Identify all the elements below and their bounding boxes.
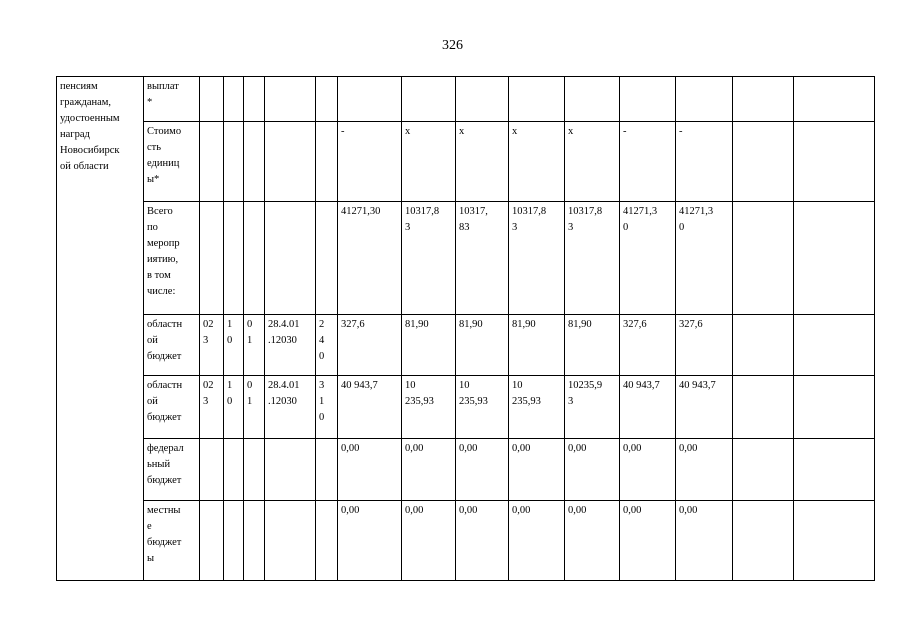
table-cell: - [338,122,402,202]
table-cell [244,122,265,202]
table-cell: 40 943,7 [676,376,733,439]
table-cell: 3 1 0 [316,376,338,439]
table-cell: 2 4 0 [316,315,338,376]
table-cell: 327,6 [338,315,402,376]
table-cell: х [565,122,620,202]
table-cell: 0,00 [676,501,733,581]
table-cell [316,202,338,315]
table-cell: 10317,8 3 [565,202,620,315]
table-cell: 0 1 [244,376,265,439]
table-cell: - [676,122,733,202]
table-cell: выплат * [144,77,200,122]
table-cell [244,202,265,315]
table-cell: 0,00 [456,439,509,501]
table-cell [733,77,794,122]
table-cell [620,77,676,122]
table-cell [794,376,875,439]
table-cell [265,439,316,501]
table-cell [265,202,316,315]
table-cell: 0,00 [620,501,676,581]
table-cell [794,122,875,202]
table-cell: 0,00 [620,439,676,501]
table-cell: Стоимо сть единиц ы* [144,122,200,202]
table-cell [224,122,244,202]
table-cell [456,77,509,122]
table-cell: 40 943,7 [338,376,402,439]
table-cell: федерал ьный бюджет [144,439,200,501]
table-cell [794,315,875,376]
table-cell [244,501,265,581]
table-cell: 10317,8 3 [402,202,456,315]
table-cell: 28.4.01 .12030 [265,376,316,439]
table-cell [794,501,875,581]
table-cell: х [402,122,456,202]
table-cell: областн ой бюджет [144,376,200,439]
table-cell [200,439,224,501]
table-cell [316,501,338,581]
table-cell [316,439,338,501]
table-cell: 0,00 [338,439,402,501]
table-cell: 02 3 [200,315,224,376]
table-cell: местны е бюджет ы [144,501,200,581]
table-cell: 0,00 [456,501,509,581]
table-cell: 81,90 [456,315,509,376]
table-cell: 10 235,93 [402,376,456,439]
table-cell [733,376,794,439]
table-cell [338,77,402,122]
table-cell [316,77,338,122]
table-cell [676,77,733,122]
table-cell [733,202,794,315]
table-cell: 10235,9 3 [565,376,620,439]
table-cell: 327,6 [620,315,676,376]
table-cell [224,439,244,501]
page-number: 326 [442,38,463,53]
table-cell: 28.4.01 .12030 [265,315,316,376]
table-cell: 0 1 [244,315,265,376]
table-cell: 81,90 [402,315,456,376]
table-cell: 10317, 83 [456,202,509,315]
activity-name-cell: пенсиям гражданам, удостоенным наград Новосибирск ой области [57,77,144,581]
table-cell [733,439,794,501]
table-cell [316,122,338,202]
table-cell [794,77,875,122]
table-cell: 0,00 [509,439,565,501]
table-cell: х [456,122,509,202]
table-cell: 0,00 [565,439,620,501]
table-cell: 10 235,93 [456,376,509,439]
table-cell [200,501,224,581]
table-cell: 327,6 [676,315,733,376]
table-cell: 0,00 [676,439,733,501]
table-cell: 10317,8 3 [509,202,565,315]
table-cell [244,439,265,501]
table-cell: 0,00 [338,501,402,581]
table-cell: 1 0 [224,315,244,376]
table-cell [200,122,224,202]
table-cell [733,501,794,581]
table-cell: х [509,122,565,202]
table-cell [565,77,620,122]
table-cell [224,77,244,122]
table-cell: 0,00 [402,501,456,581]
table-cell: - [620,122,676,202]
table-cell [794,439,875,501]
table-cell [200,77,224,122]
table-cell: Всего по меропр иятию, в том числе: [144,202,200,315]
table-cell: 41271,3 0 [620,202,676,315]
table-cell [200,202,224,315]
table-cell [265,501,316,581]
table-cell [265,77,316,122]
table-cell [224,501,244,581]
table-cell [244,77,265,122]
table-cell [733,122,794,202]
table-cell [509,77,565,122]
table-cell: областн ой бюджет [144,315,200,376]
table-cell [733,315,794,376]
table-cell [265,122,316,202]
table-cell: 0,00 [509,501,565,581]
table-cell [402,77,456,122]
table-cell: 81,90 [509,315,565,376]
table-cell [224,202,244,315]
table-cell: 41271,3 0 [676,202,733,315]
table-cell: 81,90 [565,315,620,376]
table-cell: 02 3 [200,376,224,439]
table-cell: 0,00 [565,501,620,581]
budget-table [56,76,875,581]
table-cell: 0,00 [402,439,456,501]
table-cell: 1 0 [224,376,244,439]
table-cell: 41271,30 [338,202,402,315]
table-cell: 10 235,93 [509,376,565,439]
table-cell [794,202,875,315]
table-cell: 40 943,7 [620,376,676,439]
